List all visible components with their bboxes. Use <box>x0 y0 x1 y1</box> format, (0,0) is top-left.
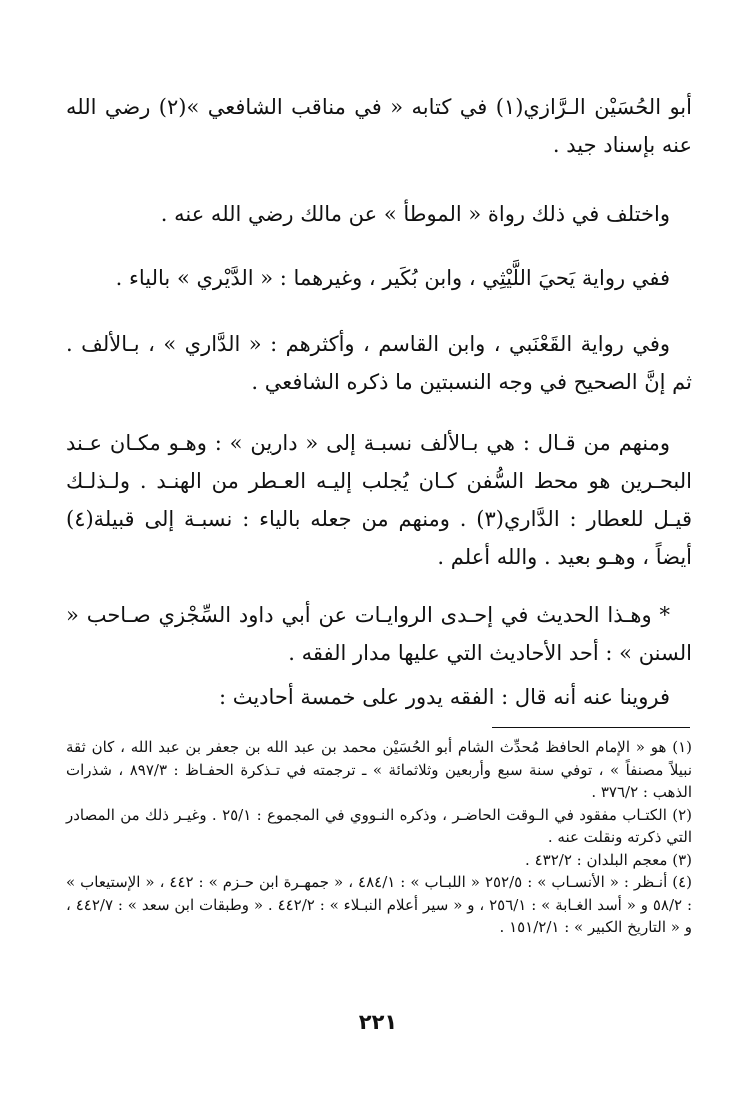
paragraph-2: واختلف في ذلك رواة « الموطأ » عن مالك رضي الله عنه . <box>160 202 670 226</box>
paragraph-4: وفي رواية القَعْنَبي ، وابن القاسم ، وأكثرهم : « الدَّاري » ، بـالألف . ثم إنَّ الصحيح في وجه النسبتين ما ذكره الشافعي . <box>66 332 692 394</box>
paragraph-5: ومنهم من قـال : هي بـالألف نسبـة إلى « دارين » : وهـو مكـان عـند البحـرين هو محط السُّفن كـان يُجلب إليـه العـطر من الهنـد . ولـذلـك قيـل للعطار : الدَّاري(٣) . ومنهم من جعله بالياء : نسبـة إلى قبيلة(٤) أيضاً ، وهـو بعيد . والله أعلم . <box>66 431 692 569</box>
footnote-separator <box>492 727 690 728</box>
paragraph-6: * وهـذا الحديث في إحـدى الروايـات عن أبي داود السِّجْزي صـاحب « السنن » : أحد الأحاديث التي عليها مدار الفقه . <box>66 603 692 665</box>
paragraph-1: أبو الحُسَيْن الـرَّازي(١) في كتابه « في مناقب الشافعي »(٢) رضي الله عنه بإسناد جيد . <box>66 95 692 157</box>
paragraph-3: ففي رواية يَحيَ اللَّيْثِي ، وابن بُكَير ، وغيرهما : « الدَّيْري » بالياء . <box>115 266 670 290</box>
footnote-1: (١) هو « الإمام الحافظ مُحدِّث الشام أبو الحُسَيْن محمد بن عبد الله بن جعفر بن عبد الله ، كان ثقة نبيلاً مصنفاً » ، توفي سنة سبع وأربعين وثلاثمائة » ـ ترجمته في تـذكرة الحفـاظ : ٨٩٧/٣ ، شذرات الذهب : ٣٧٦/٢ . <box>66 738 692 801</box>
paragraph-7: فروينا عنه أنه قال : الفقه يدور على خمسة أحاديث : <box>218 685 670 709</box>
footnote-3: (٣) معجم البلدان : ٤٣٢/٢ . <box>525 850 692 869</box>
page-number: ٢٢١ <box>358 1010 398 1034</box>
footnotes <box>66 736 692 939</box>
footnote-2: (٢) الكتـاب مفقود في الـوقت الحاضـر ، وذكره النـووي في المجموع : ٢٥/١ . وغيـر ذلك من المصادر التي ذكرته ونقلت عنه . <box>66 805 692 846</box>
footnote-4: (٤) أنـظر : « الأنسـاب » : ٢٥٢/٥ « اللبـاب » : ٤٨٤/١ ، « جمهـرة ابن حـزم » : ٤٤٢ ، « الإستيعاب » : ٥٨/٢ و « أسد الغـابة » : ٢٥٦/١ ، و « سير أعلام النبـلاء » : ٤٤٢/٢ . « وطبقات ابن سعد » : ٤٤٢/٧ ، و « التاريخ الكبير » : ١٥١/٢/١ . <box>66 873 693 936</box>
